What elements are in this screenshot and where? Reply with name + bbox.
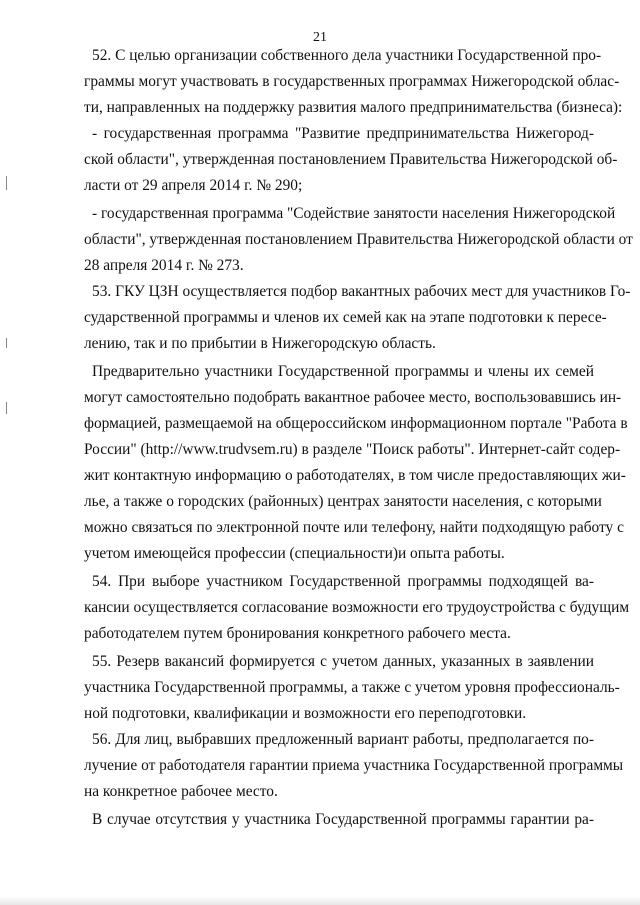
paragraph-prelim-line-8: учетом имеющейся профессии (специальности)и опыта работы. <box>84 545 505 562</box>
paragraph-53-line-3: лению, так и по прибытии в Нижегородскую область. <box>84 335 436 352</box>
paragraph-prelim-line-7: можно связаться по электронной почте или телефону, найти подходящую работу с <box>84 519 624 536</box>
scan-edge-mark <box>6 338 7 348</box>
scan-edge-mark <box>6 176 7 190</box>
paragraph-prelim-line-3: формацией, размещаемой на общероссийском информационном портале "Работа в <box>84 415 628 432</box>
scan-bottom-edge <box>0 896 640 905</box>
list-item-1-line-2: ской области", утвержденная постановлением Правительства Нижегородской об- <box>84 151 618 168</box>
page-number: 21 <box>313 30 327 45</box>
paragraph-56-line-1: 56. Для лиц, выбравших предложенный вариант работы, предполагается по- <box>92 731 594 748</box>
paragraph-52-line-1: 52. С целью организации собственного дела участники Государственной про- <box>92 47 602 64</box>
paragraph-54-line-3: работодателем путем бронирования конкретного рабочего места. <box>84 625 511 642</box>
paragraph-53-line-1: 53. ГКУ ЦЗН осуществляется подбор вакантных рабочих мест для участников Го- <box>92 283 631 300</box>
paragraph-52-line-3: ти, направленных на поддержку развития малого предпринимательства (бизнеса): <box>84 99 623 116</box>
list-item-1-line-1: - государственная программа "Развитие предпринимательства Нижегород- <box>92 125 594 142</box>
paragraph-55-line-1: 55. Резерв вакансий формируется с учетом данных, указанных в заявлении <box>92 653 594 670</box>
paragraph-prelim-line-2: могут самостоятельно подобрать вакантное рабочее место, воспользовавшись ин- <box>84 389 622 406</box>
paragraph-56-line-3: на конкретное рабочее место. <box>84 783 278 800</box>
paragraph-prelim-line-5: жит контактную информацию о работодателях, в том числе предоставляющих жи- <box>84 467 626 484</box>
paragraph-prelim-line-6: лье, а также о городских (районных) центрах занятости населения, с которыми <box>84 493 602 510</box>
paragraph-56-line-2: лучение от работодателя гарантии приема участника Государственной программы <box>84 757 624 774</box>
paragraph-last-line-1: В случае отсутствия у участника Государственной программы гарантии ра- <box>92 811 594 828</box>
paragraph-55-line-3: ной подготовки, квалификации и возможности его переподготовки. <box>84 705 527 722</box>
paragraph-54-line-2: кансии осуществляется согласование возможности его трудоустройства с будущим <box>84 599 630 616</box>
paragraph-52-line-2: граммы могут участвовать в государственных программах Нижегородской облас- <box>84 73 620 90</box>
list-item-2-line-1: - государственная программа "Содействие занятости населения Нижегородской <box>92 205 616 222</box>
paragraph-54-line-1: 54. При выборе участником Государственной программы подходящей ва- <box>92 573 594 590</box>
list-item-1-line-3: ласти от 29 апреля 2014 г. № 290; <box>84 177 303 194</box>
list-item-2-line-2: области", утвержденная постановлением Правительства Нижегородской области от <box>84 231 633 248</box>
list-item-2-line-3: 28 апреля 2014 г. № 273. <box>84 257 244 274</box>
paragraph-prelim-line-1: Предварительно участники Государственной программы и члены их семей <box>92 363 594 380</box>
paragraph-prelim-line-4: России" (http://www.trudvsem.ru) в разделе "Поиск работы". Интернет-сайт содер- <box>84 441 621 458</box>
paragraph-55-line-2: участника Государственной программы, а также с учетом уровня профессиональ- <box>84 679 620 696</box>
paragraph-53-line-2: сударственной программы и членов их семей как на этапе подготовки к пересе- <box>84 309 607 326</box>
scan-edge-mark <box>6 402 7 414</box>
